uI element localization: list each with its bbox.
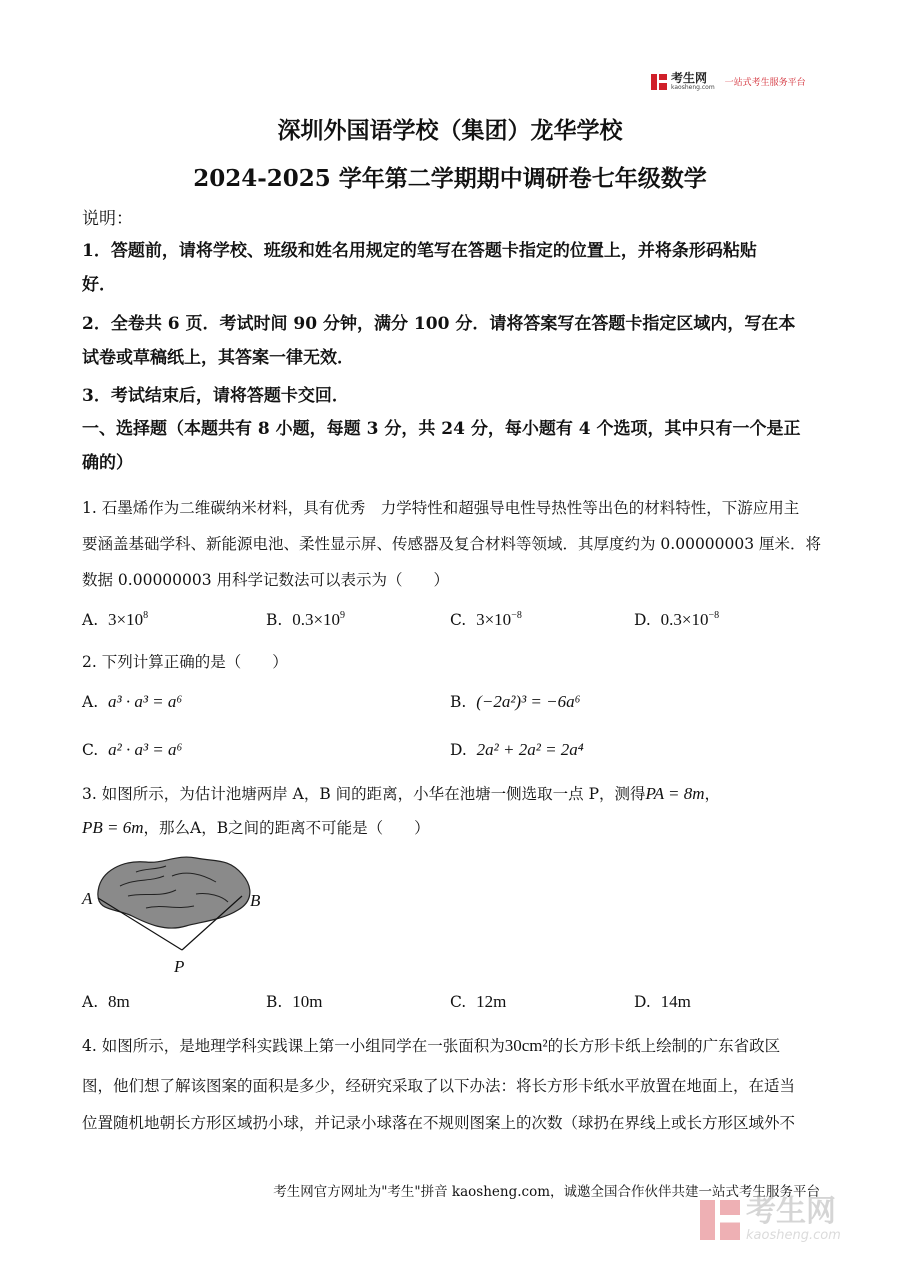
option-label: A.	[82, 993, 99, 1011]
q1-option-d	[634, 610, 719, 630]
option-label: A.	[82, 611, 99, 629]
q1-option-c	[450, 610, 522, 630]
watermark-logo-icon	[700, 1200, 740, 1240]
option-value: 10m	[292, 992, 323, 1011]
exam-title-subject: 2024-2025 学年第二学期期中调研卷七年级数学	[193, 165, 707, 192]
option-label: C.	[82, 741, 99, 759]
brand-name: 考生网	[671, 71, 708, 85]
q2-option-d	[450, 740, 584, 760]
note-text: 全卷共 6 页．考试时间 90 分钟，满分 100 分．请将答案写在答题卡指定区域内，写在本	[110, 314, 796, 334]
option-label: D.	[450, 741, 467, 759]
pond-shape	[98, 857, 250, 928]
q2-option-b	[450, 692, 581, 712]
option-label: B.	[266, 611, 283, 629]
point-b-label: B	[250, 891, 261, 910]
notes-heading: 说明：	[82, 209, 133, 229]
option-label: B.	[266, 993, 283, 1011]
brand-tagline: 一站式考生服务平台	[724, 78, 806, 88]
option-formula: a² · a³ = a⁶	[108, 740, 183, 759]
option-value: $0.3\times 10^{-8}$	[660, 610, 720, 629]
note-text: 考试结束后，请将答题卡交回．	[110, 386, 349, 406]
note-text: 答题前，请将学校、班级和姓名用规定的笔写在答题卡指定的位置上，并将条形码粘贴	[110, 241, 757, 261]
pond-figure	[76, 852, 266, 976]
q1-option-a	[82, 610, 148, 630]
option-value: $0.3\times 10^9$	[292, 610, 346, 629]
brand-url: kaosheng.com	[671, 84, 715, 91]
note-number: 1．	[82, 241, 111, 261]
watermark-url: kaosheng.com	[746, 1228, 841, 1243]
option-formula: a³ · a³ = a⁶	[107, 692, 183, 711]
question-3-line: 3. 如图所示，为估计池塘两岸 A，B 间的距离，小华在池塘一侧选取一点 P，测得PA = 8m，	[82, 784, 721, 803]
question-3-line: PB = 6m，那么A，B之间的距离不可能是（ ）	[82, 818, 430, 837]
option-value: 14m	[660, 992, 691, 1011]
watermark-name: 考生网	[746, 1194, 836, 1229]
option-label: A.	[82, 693, 99, 711]
question-2-line: 2. 下列计算正确的是（ ）	[82, 653, 288, 671]
q3-option-d	[634, 992, 691, 1012]
pb-value: PB = 6m	[82, 818, 144, 837]
note-item-2	[82, 305, 822, 343]
option-formula: 2a² + 2a² = 2a⁴	[476, 740, 584, 759]
option-value: 8m	[107, 992, 130, 1011]
option-label: B.	[450, 693, 467, 711]
point-a-label: A	[82, 889, 93, 908]
section-heading-cont: 确的）	[82, 453, 133, 473]
option-value: 12m	[476, 992, 507, 1011]
option-label: C.	[450, 611, 467, 629]
footer-text: 考生网官方网址为"考生"拼音 kaosheng.com，诚邀全国合作伙伴共建一站式考生服务平台	[273, 1184, 820, 1200]
question-4-line: 位置随机地朝长方形区域扔小球，并记录小球落在不规则图案上的次数（球扔在界线上或长方形区域外不	[82, 1114, 796, 1132]
question-1-line: 1. 石墨烯作为二维碳纳米材料，具有优秀 力学特性和超强导电性导热性等出色的材料特性，下游应用主	[82, 499, 800, 517]
q2-option-a	[82, 692, 182, 712]
option-value: $3\times 10^{-8}$	[476, 610, 522, 629]
question-1-line: 要涵盖基础学科、新能源电池、柔性显示屏、传感器及复合材料等领域．其厚度约为 0.00000003 厘米．将	[82, 535, 822, 553]
option-label: C.	[450, 993, 467, 1011]
brand-logo-icon	[651, 74, 667, 90]
exam-title-school: 深圳外国语学校（集团）龙华学校	[277, 117, 623, 144]
option-label: D.	[634, 993, 651, 1011]
q3-option-b	[266, 992, 322, 1012]
option-formula: (−2a²)³ = −6a⁶	[476, 692, 581, 711]
q3-option-c	[450, 992, 506, 1012]
header-logo	[651, 72, 806, 91]
question-1-line: 数据 0.00000003 用科学记数法可以表示为（ ）	[82, 571, 450, 589]
note-item-2-cont: 试卷或草稿纸上，其答案一律无效．	[82, 348, 354, 368]
watermark	[700, 1196, 841, 1243]
area-value: 30cm²	[504, 1036, 548, 1055]
q3-option-a	[82, 992, 130, 1012]
note-number: 2．	[82, 314, 111, 334]
question-4-line: 图，他们想了解该图案的面积是多少，经研究采取了以下办法：将长方形卡纸水平放置在地面上，在适当	[82, 1077, 796, 1095]
pa-value: PA = 8m	[645, 784, 705, 803]
option-label: D.	[634, 611, 651, 629]
note-item-1-cont: 好．	[82, 275, 116, 295]
question-4-line: 4. 如图所示，是地理学科实践课上第一小组同学在一张面积为30cm²的长方形卡纸上绘制的广东省政区	[82, 1036, 781, 1055]
note-number: 3．	[82, 386, 111, 406]
point-p-label: P	[174, 957, 185, 976]
q2-option-c	[82, 740, 182, 760]
option-value: $3\times 10^8$	[107, 610, 149, 629]
section-heading: 一、选择题（本题共有 8 小题，每题 3 分，共 24 分，每小题有 4 个选项，其中只有一个是正	[82, 419, 801, 439]
q1-option-b	[266, 610, 345, 630]
note-item-1	[82, 232, 822, 270]
